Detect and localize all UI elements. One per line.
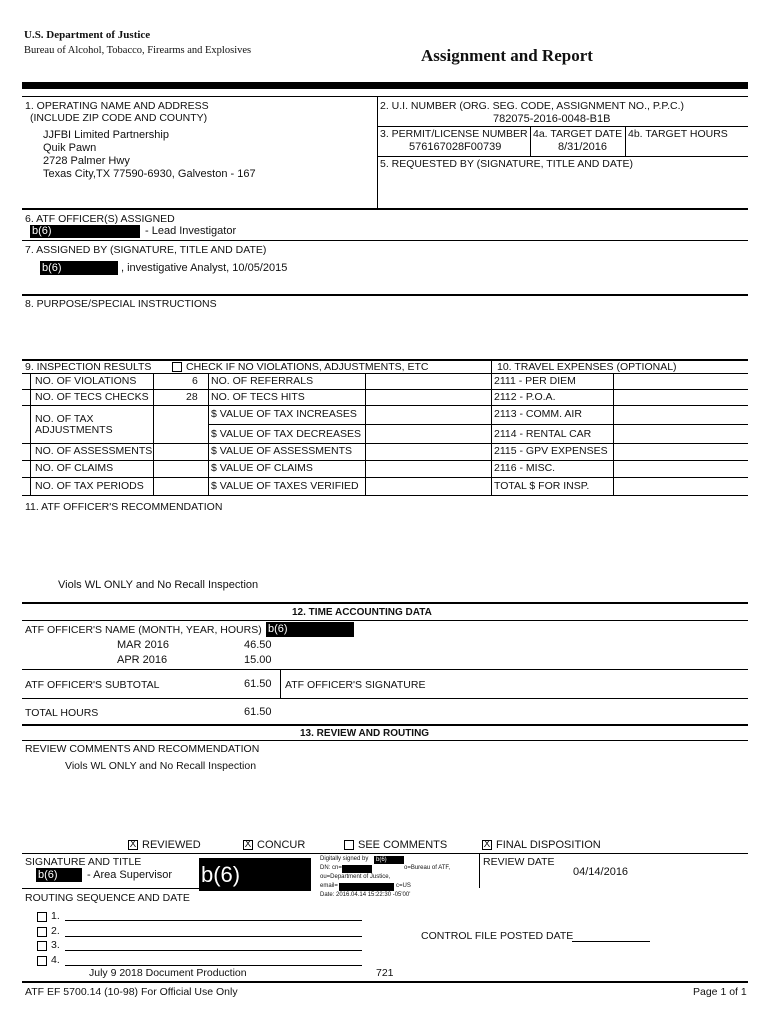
digital-sig-line5: email= — [320, 883, 338, 889]
travel-row: 2115 - GPV EXPENSES — [494, 445, 608, 457]
sec13-title: 13. REVIEW AND ROUTING — [300, 728, 430, 739]
row-label: NO. OF TAX PERIODS — [35, 480, 144, 492]
digital-sig-line4: ou=Department of Justice, — [320, 874, 391, 880]
travel-row: 2114 - RENTAL CAR — [494, 428, 592, 440]
row-label: NO. OF TECS HITS — [211, 391, 305, 403]
operating-dba: Quik Pawn — [43, 142, 97, 154]
operating-street: 2728 Palmer Hwy — [43, 155, 130, 167]
form-number: ATF EF 5700.14 (10-98) For Official Use Only — [25, 986, 238, 998]
travel-row: 2111 - PER DIEM — [494, 375, 576, 387]
routing-line-2[interactable] — [65, 936, 362, 937]
review-comments: Viols WL ONLY and No Recall Inspection — [65, 760, 257, 772]
total-hours-label: TOTAL HOURS — [25, 707, 99, 719]
sec4b-label: 4b. TARGET HOURS — [628, 128, 728, 140]
page-indicator: Page 1 of 1 — [693, 986, 747, 998]
sec4a-label: 4a. TARGET DATE — [533, 128, 623, 140]
hours: 15.00 — [244, 654, 272, 666]
rule — [491, 359, 492, 495]
department-name: U.S. Department of Justice — [24, 29, 151, 41]
rule — [22, 888, 222, 889]
officer-role: - Lead Investigator — [145, 225, 237, 237]
row-label: ADJUSTMENTS — [35, 424, 113, 436]
rule — [625, 126, 626, 156]
hours: 46.50 — [244, 639, 272, 651]
sec1-label: 1. OPERATING NAME AND ADDRESS — [25, 100, 209, 112]
sec12-title: 12. TIME ACCOUNTING DATA — [292, 607, 432, 618]
rule — [377, 126, 748, 127]
sec7-label: 7. ASSIGNED BY (SIGNATURE, TITLE AND DATE) — [25, 244, 267, 256]
rule — [22, 96, 748, 97]
subtotal-label: ATF OFFICER'S SUBTOTAL — [25, 679, 160, 691]
row-label: $ VALUE OF ASSESSMENTS — [211, 445, 353, 457]
redaction-officer: b(6) — [30, 225, 140, 238]
redaction-signature: b(6) — [199, 858, 311, 891]
rule — [30, 373, 31, 495]
target-date: 8/31/2016 — [558, 141, 607, 153]
rule — [22, 853, 748, 854]
concur-checkbox[interactable]: X — [244, 839, 252, 850]
operating-name: JJFBI Limited Partnership — [43, 129, 169, 141]
concur-label: CONCUR — [257, 839, 306, 851]
rule — [22, 477, 748, 478]
officer-signature-label: ATF OFFICER'S SIGNATURE — [285, 679, 426, 691]
ui-number: 782075-2016-0048-B1B — [493, 113, 611, 125]
redaction-digital: b(6) — [374, 856, 404, 864]
digital-sig-line7: Date: 2016.04.14 15:22:30 -05'00' — [320, 892, 411, 898]
control-file-date-line[interactable] — [572, 941, 650, 942]
operating-city: Texas City,TX 77590-6930, Galveston - 167 — [43, 168, 256, 180]
row-label: NO. OF REFERRALS — [211, 375, 314, 387]
review-date: 04/14/2016 — [573, 866, 629, 878]
redaction-supervisor: b(6) — [36, 868, 82, 882]
row-label: NO. OF TAX — [35, 413, 94, 425]
routing-checkbox-4[interactable] — [37, 956, 47, 966]
reviewed-checkbox[interactable]: X — [129, 839, 137, 850]
digital-sig-line2: DN: cn= — [320, 865, 342, 871]
sec3-label: 3. PERMIT/LICENSE NUMBER — [380, 128, 528, 140]
row-label: NO. OF TECS CHECKS — [35, 391, 149, 403]
rule — [208, 424, 748, 425]
row-label: $ VALUE OF TAX INCREASES — [211, 408, 357, 420]
month: MAR 2016 — [117, 639, 169, 651]
sec10-label: 10. TRAVEL EXPENSES (OPTIONAL) — [497, 361, 677, 373]
row-label: $ VALUE OF TAXES VERIFIED — [211, 480, 359, 492]
supervisor-title: - Area Supervisor — [87, 869, 172, 881]
rule — [22, 294, 748, 296]
travel-row: 2112 - P.O.A. — [494, 391, 556, 403]
header-bar — [22, 82, 748, 89]
rule — [22, 208, 748, 210]
rule — [377, 96, 378, 208]
sec11-label: 11. ATF OFFICER'S RECOMMENDATION — [25, 501, 223, 513]
routing-num: 3. — [51, 939, 60, 951]
routing-label: ROUTING SEQUENCE AND DATE — [25, 892, 190, 904]
sec6-label: 6. ATF OFFICER(S) ASSIGNED — [25, 213, 175, 225]
row-label: $ VALUE OF CLAIMS — [211, 462, 313, 474]
routing-line-1[interactable] — [65, 920, 362, 921]
reviewed-label: REVIEWED — [142, 839, 201, 851]
review-date-label: REVIEW DATE — [483, 856, 555, 868]
travel-row: TOTAL $ FOR INSP. — [494, 480, 590, 492]
sec2-label: 2. U.I. NUMBER (ORG. SEG. CODE, ASSIGNMENT NO., P.P.C.) — [380, 100, 684, 112]
see-comments-checkbox[interactable] — [344, 840, 354, 850]
rule — [22, 389, 748, 390]
tecs-checks-count: 28 — [186, 391, 198, 403]
rule — [22, 740, 748, 741]
row-label: $ VALUE OF TAX DECREASES — [211, 428, 361, 440]
redaction-assigner: b(6) — [40, 261, 118, 275]
month: APR 2016 — [117, 654, 168, 666]
production-page-number: 721 — [376, 967, 394, 979]
digital-sig-line1: Digitally signed by — [320, 856, 369, 862]
rule — [22, 698, 748, 699]
row-label: NO. OF ASSESSMENTS — [35, 445, 153, 457]
rule — [22, 724, 748, 726]
control-file-label: CONTROL FILE POSTED DATE — [421, 930, 574, 942]
row-label: NO. OF VIOLATIONS — [35, 375, 137, 387]
rule — [153, 373, 154, 495]
form-title: Assignment and Report — [421, 46, 593, 65]
rule — [22, 443, 748, 444]
final-disposition-label: FINAL DISPOSITION — [496, 839, 601, 851]
sec9-label: 9. INSPECTION RESULTS — [25, 361, 152, 373]
see-comments-label: SEE COMMENTS — [358, 839, 448, 851]
sec1-sublabel: (INCLUDE ZIP CODE AND COUNTY) — [30, 112, 208, 124]
rule — [377, 156, 748, 157]
routing-checkbox-1[interactable] — [37, 912, 47, 922]
permit-number: 576167028F00739 — [409, 141, 502, 153]
digital-sig-line6: c=US — [396, 883, 411, 889]
rule — [479, 853, 480, 888]
routing-num: 2. — [51, 925, 60, 937]
rule — [22, 405, 748, 406]
redaction-digital-cn — [342, 865, 372, 873]
redaction-digital-email — [339, 883, 394, 891]
routing-num: 1. — [51, 910, 60, 922]
rule — [22, 373, 748, 374]
total-hours: 61.50 — [244, 706, 272, 718]
final-disposition-checkbox[interactable]: X — [483, 839, 491, 850]
rule — [22, 981, 748, 983]
rule — [22, 240, 748, 241]
rule — [530, 126, 531, 156]
rule — [22, 602, 748, 604]
recommendation: Viols WL ONLY and No Recall Inspection — [58, 579, 259, 591]
rule — [208, 373, 209, 495]
rule — [365, 373, 366, 495]
routing-checkbox-2[interactable] — [37, 927, 47, 937]
routing-line-3[interactable] — [65, 950, 362, 951]
travel-row: 2113 - COMM. AIR — [494, 408, 582, 420]
rule — [22, 620, 748, 621]
rule — [22, 669, 748, 670]
assigned-by: , investigative Analyst, 10/05/2015 — [121, 262, 288, 274]
signature-title-label: SIGNATURE AND TITLE — [25, 856, 142, 868]
check-no-violations-label: CHECK IF NO VIOLATIONS, ADJUSTMENTS, ETC — [186, 361, 429, 373]
review-comments-label: REVIEW COMMENTS AND RECOMMENDATION — [25, 743, 260, 755]
bureau-name: Bureau of Alcohol, Tobacco, Firearms and Explosives — [24, 45, 252, 56]
redaction-officer-name: b(6) — [266, 622, 354, 637]
rule — [22, 495, 748, 496]
travel-row: 2116 - MISC. — [494, 462, 556, 474]
digital-sig-line3: o=Bureau of ATF, — [404, 865, 451, 871]
sec8-label: 8. PURPOSE/SPECIAL INSTRUCTIONS — [25, 298, 217, 310]
routing-num: 4. — [51, 954, 60, 966]
rule — [280, 669, 281, 698]
officer-name-label: ATF OFFICER'S NAME (MONTH, YEAR, HOURS) — [25, 624, 262, 636]
row-label: NO. OF CLAIMS — [35, 462, 114, 474]
production-stamp: July 9 2018 Document Production — [89, 967, 247, 979]
subtotal-hours: 61.50 — [244, 678, 272, 690]
rule — [613, 373, 614, 495]
sec5-label: 5. REQUESTED BY (SIGNATURE, TITLE AND DATE) — [380, 158, 634, 170]
violations-count: 6 — [192, 375, 198, 387]
no-violations-checkbox[interactable] — [172, 362, 182, 372]
routing-checkbox-3[interactable] — [37, 941, 47, 951]
rule — [22, 460, 748, 461]
routing-line-4[interactable] — [65, 965, 362, 966]
